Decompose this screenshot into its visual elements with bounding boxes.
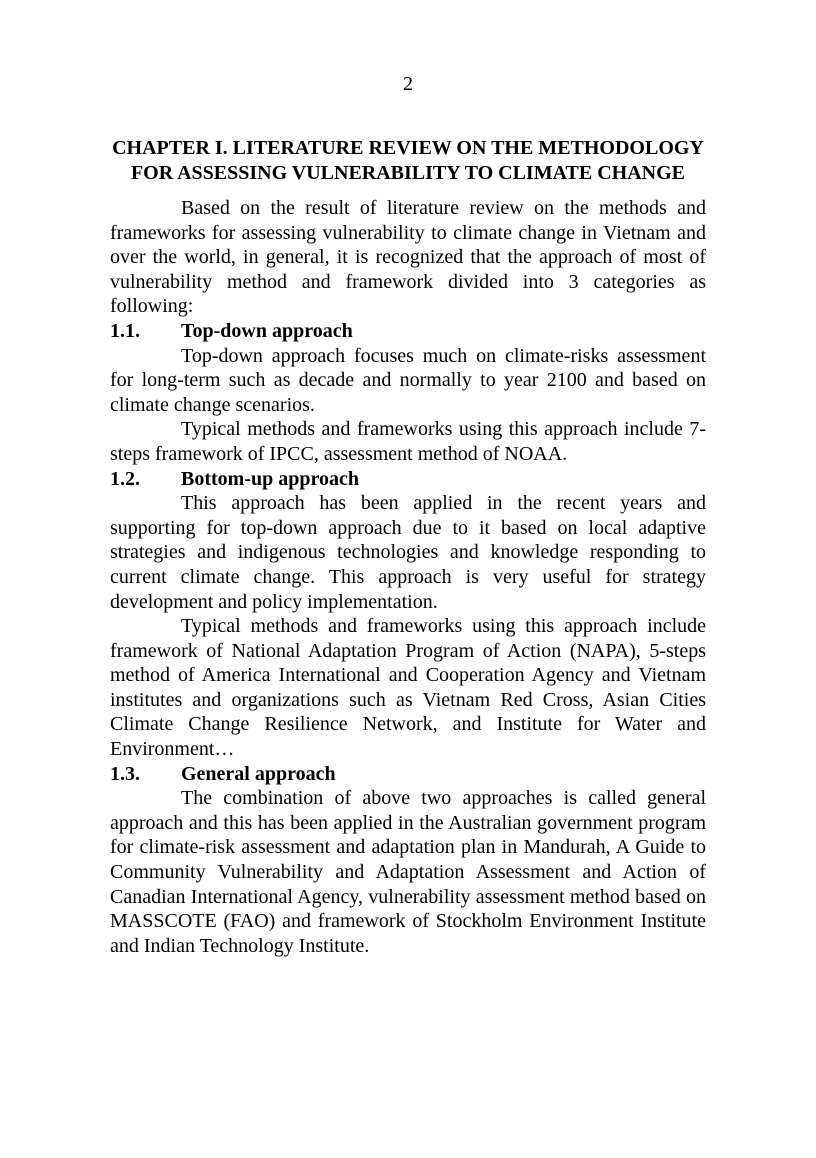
section-1-3-paragraph-1: The combination of above two approaches is called general approach and this has been applied in the Australian government program for climate-risk assessment and adaptation plan in Mandurah, A Guide to Community Vulnerability and Adaptation Assessment and Action of Canadian International Agency, vulnerability assessment method based on MASSCOTE (FAO) and framework of Stockholm Environment Institute and Indian Technology Institute.: [110, 787, 706, 957]
section-number: 1.2.: [110, 467, 140, 490]
section-title: General approach: [181, 762, 336, 785]
section-number: 1.1.: [110, 319, 140, 342]
intro-paragraph: Based on the result of literature review on the methods and frameworks for assessing vulnerability to climate change in Vietnam and over the world, in general, it is recognized that the approach of most of vulnerability method and framework divided into 3 categories as following:: [110, 197, 706, 318]
chapter-title: CHAPTER I. LITERATURE REVIEW ON THE METHODOLOGY FOR ASSESSING VULNERABILITY TO CLIMATE CHANGE: [112, 137, 704, 184]
section-title: Top-down approach: [181, 319, 353, 342]
section-1-2-paragraph-2: Typical methods and frameworks using this approach include framework of National Adaptation Program of Action (NAPA), 5-steps method of America International and Cooperation Agency and Vietnam institutes and organizations such as Vietnam Red Cross, Asian Cities Climate Change Resilience Network, and Institute for Water and Environment…: [110, 615, 706, 761]
document-page: [110, 72, 706, 958]
section-1-1-paragraph-1: Top-down approach focuses much on climate-risks assessment for long-term such as decade and normally to year 2100 and based on climate change scenarios.: [110, 344, 706, 416]
section-title: Bottom-up approach: [181, 467, 359, 490]
section-heading-1-3: [110, 762, 706, 787]
section-1-2-paragraph-1: This approach has been applied in the recent years and supporting for top-down approach due to it based on local adaptive strategies and indigenous technologies and knowledge responding to current climate change. This approach is very useful for strategy development and policy implementation.: [110, 492, 706, 613]
section-1-1-paragraph-2: Typical methods and frameworks using this approach include 7-steps framework of IPCC, assessment method of NOAA.: [110, 418, 706, 465]
page-number: 2: [403, 73, 413, 95]
section-heading-1-2: [110, 467, 706, 492]
section-number: 1.3.: [110, 762, 140, 785]
section-heading-1-1: [110, 319, 706, 344]
